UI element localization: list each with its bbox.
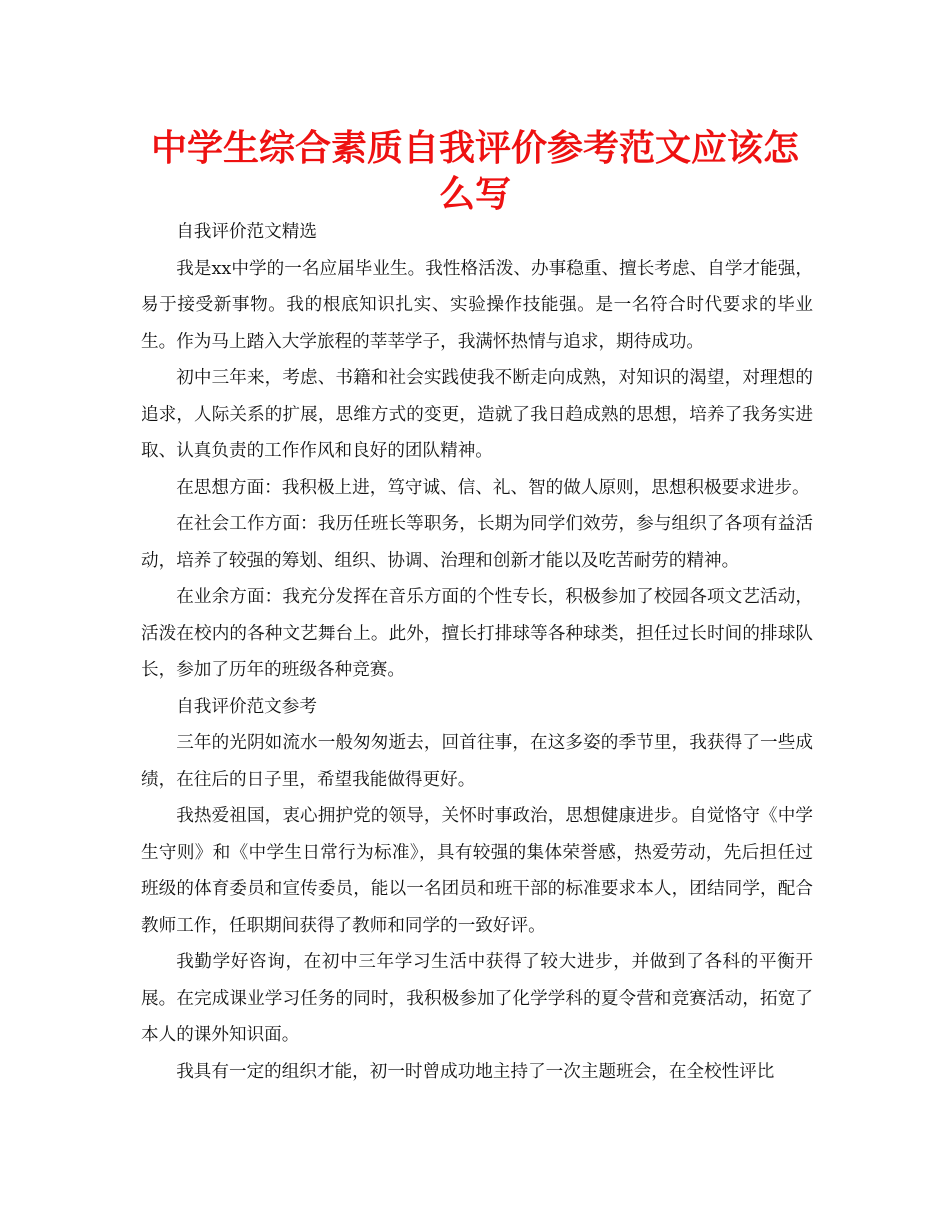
document-body [141, 214, 813, 1090]
document-title: 中学生综合素质自我评价参考范文应该怎么写 [150, 128, 799, 215]
section-heading: 自我评价范文精选 [176, 222, 317, 242]
paragraph: 初中三年来，考虑、书籍和社会实践使我不断走向成熟，对知识的渴望，对理想的追求，人际关系的扩展，思维方式的变更，造就了我日趋成熟的思想，培养了我务实进取、认真负责的工作作风和良好的团队精神。 [141, 368, 813, 461]
paragraph: 在思想方面：我积极上进，笃守诚、信、礼、智的做人原则，思想积极要求进步。 [176, 477, 810, 498]
paragraph: 我是xx中学的一名应届毕业生。我性格活泼、办事稳重、擅长考虑、自学才能强，易于接受新事物。我的根底知识扎实、实验操作技能强。是一名符合时代要求的毕业生。作为马上踏入大学旅程的莘莘学子，我满怀热情与追求，期待成功。 [141, 258, 813, 352]
section-heading: 自我评价范文参考 [176, 696, 317, 717]
paragraph: 我热爱祖国，衷心拥护党的领导，关怀时事政治，思想健康进步。自觉恪守《中学生守则》和《中学生日常行为标准》，具有较强的集体荣誉感，热爱劳动，先后担任过班级的体育委员和宣传委员，能以一名团员和班干部的标准要求本人，团结同学，配合教师工作，任职期间获得了教师和同学的一致好评。 [141, 806, 813, 936]
paragraph: 我勤学好咨询，在初中三年学习生活中获得了较大进步，并做到了各科的平衡开展。在完成课业学习任务的同时，我积极参加了化学学科的夏令营和竞赛活动，拓宽了本人的课外知识面。 [141, 952, 813, 1045]
paragraph: 在业余方面：我充分发挥在音乐方面的个性专长，积极参加了校园各项文艺活动，活泼在校内的各种文艺舞台上。此外，擅长打排球等各种球类，担任过长时间的排球队长，参加了历年的班级各种竞赛。 [141, 587, 813, 680]
paragraph: 我具有一定的组织才能，初一时曾成功地主持了一次主题班会，在全校性评比 [176, 1061, 775, 1082]
paragraph: 在社会工作方面：我历任班长等职务，长期为同学们效劳，参与组织了各项有益活动，培养了较强的筹划、组织、协调、治理和创新才能以及吃苦耐劳的精神。 [141, 514, 813, 571]
paragraph: 三年的光阴如流水一般匆匆逝去，回首往事，在这多姿的季节里，我获得了一些成绩，在往后的日子里，希望我能做得更好。 [141, 733, 813, 790]
